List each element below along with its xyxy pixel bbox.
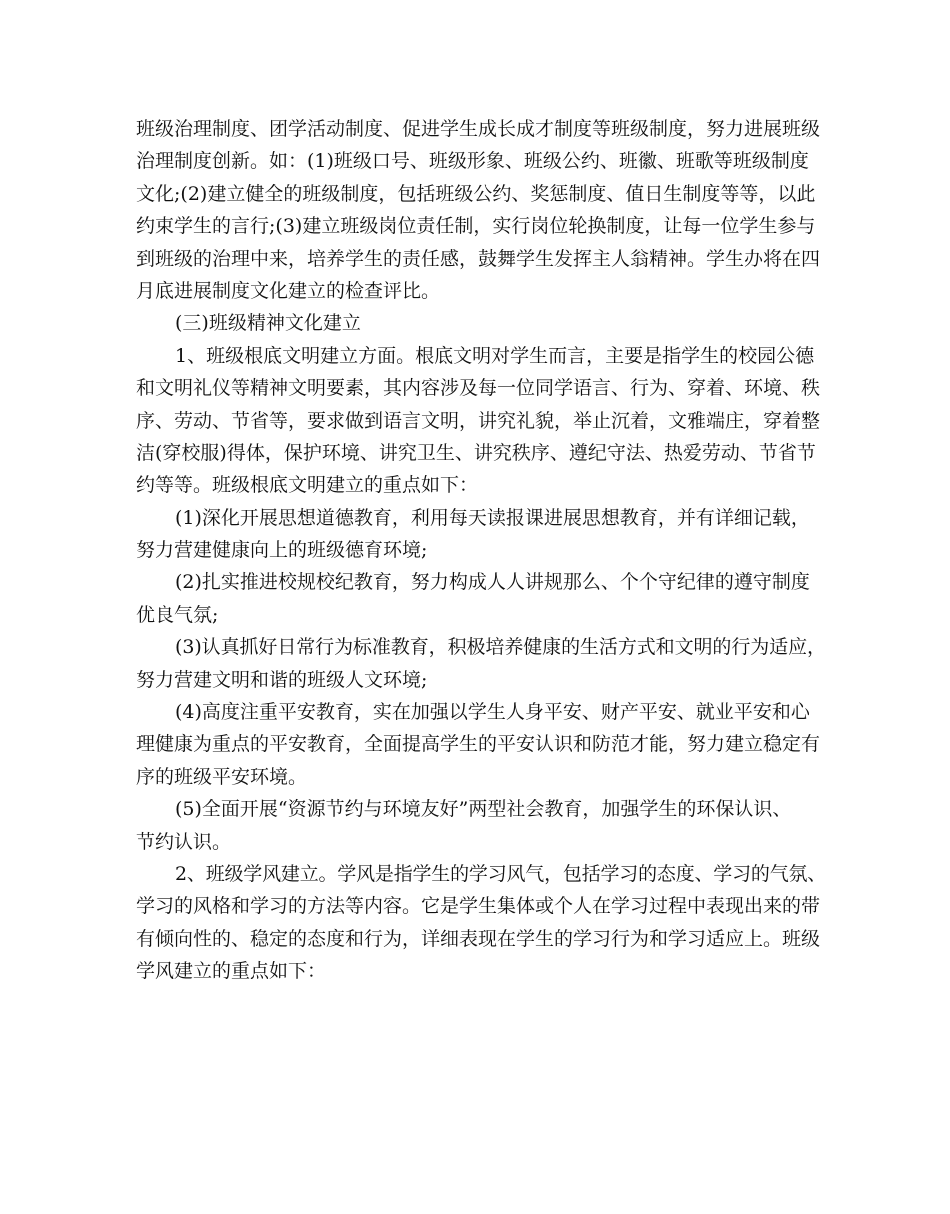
text-line: 班级治理制度、团学活动制度、促进学生成长成才制度等班级制度，努力进展班级 [136,118,821,140]
text-line: 努力营建健康向上的班级德育环境; [136,539,428,562]
text-line: (三)班级精神文化建立 [175,312,361,335]
text-line: 学风建立的重点如下： [136,960,327,983]
body-text [136,113,826,988]
text-line: 洁(穿校服)得体，保护环境、讲究卫生、讲究秩序、遵纪守法、热爱劳动、节省节 [136,441,816,464]
text-line: 序、劳动、节省等，要求做到语言文明，讲究礼貌，举止沉着，文雅端庄，穿着整 [136,409,821,432]
text-line: 1、班级根底文明建立方面。根底文明对学生而言，主要是指学生的校园公德 [175,344,815,367]
text-line: 优良气氛; [136,603,219,626]
text-line: (2)扎实推进校规校纪教育，努力构成人人讲规那么、个个守纪律的遵守制度 [175,571,810,594]
text-line: 学习的风格和学习的方法等内容。它是学生集体或个人在学习过程中表现出来的带 [136,895,821,918]
text-line: 约等等。班级根底文明建立的重点如下： [136,474,479,497]
text-line: (4)高度注重平安教育，实在加强以学生人身平安、财产平安、就业平安和心 [175,701,810,724]
text-line: 月底进展制度文化建立的检查评比。 [136,279,441,302]
text-line: 到班级的治理中来，培养学生的责任感，鼓舞学生发挥主人翁精神。学生办将在四 [136,247,821,270]
text-line: 治理制度创新。如：(1)班级口号、班级形象、班级公约、班徽、班歌等班级制度 [136,150,809,173]
text-line: 约束学生的言行;(3)建立班级岗位责任制，实行岗位轮换制度，让每一位学生参与 [136,215,816,238]
text-line: 节约认识。 [136,830,232,853]
text-line: (3)认真抓好日常行为标准教育，积极培养健康的生活方式和文明的行为适应， [175,636,826,659]
text-line: (5)全面开展“资源节约与环境友好”两型社会教育，加强学生的环保认识、 [175,798,792,821]
text-line: 序的班级平安环境。 [136,765,308,788]
text-line: 2、班级学风建立。学风是指学生的学习风气，包括学习的态度、学习的气氛、 [175,862,827,885]
text-line: 努力营建文明和谐的班级人文环境; [136,668,428,691]
text-line: 理健康为重点的平安教育，全面提高学生的平安认识和防范才能，努力建立稳定有 [136,733,821,756]
text-line: 文化;(2)建立健全的班级制度，包括班级公约、奖惩制度、值日生制度等等，以此 [136,182,816,205]
text-line: 有倾向性的、稳定的态度和行为，详细表现在学生的学习行为和学习适应上。班级 [136,927,821,950]
text-line: 和文明礼仪等精神文明要素，其内容涉及每一位同学语言、行为、穿着、环境、秩 [136,377,821,400]
text-line: (1)深化开展思想道德教育，利用每天读报课进展思想教育，并有详细记载， [175,506,810,529]
